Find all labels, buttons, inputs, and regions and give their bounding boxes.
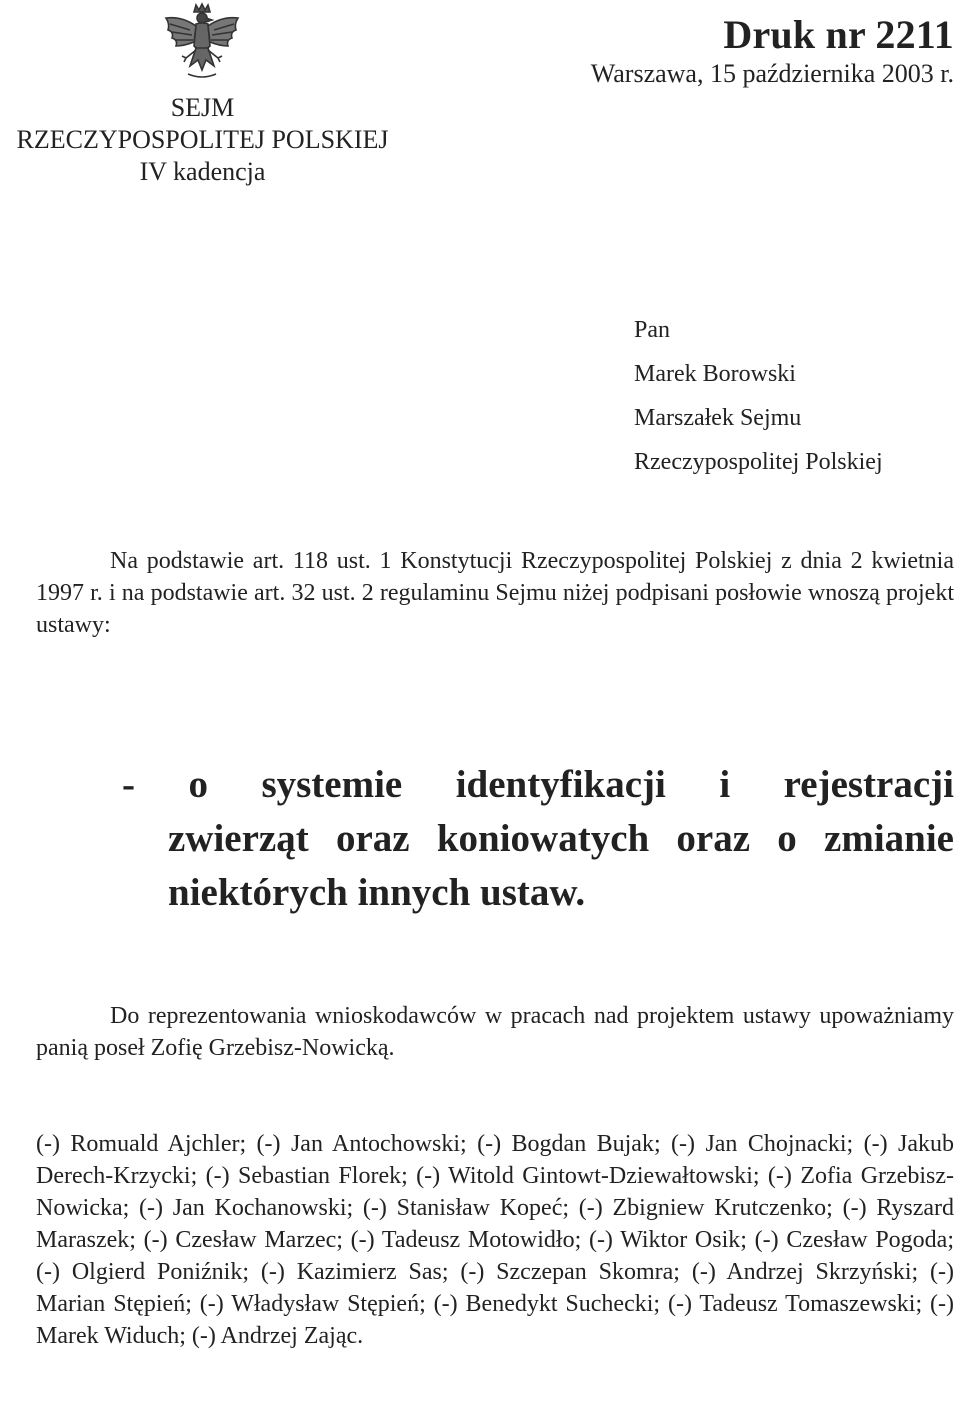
institution-line-3: IV kadencja xyxy=(139,157,266,186)
intro-paragraph: Na podstawie art. 118 ust. 1 Konstytucji Rzeczypospolitej Polskiej z dnia 2 kwietnia 1997 r. i na podstawie art. 32 ust. 2 regulaminu Sejmu niżej podpisani posłowie wnoszą projekt ustawy: xyxy=(36,548,954,638)
addressee-line-4: Rzeczypospolitej Polskiej xyxy=(634,449,883,475)
institution-line-2: RZECZYPOSPOLITEJ POLSKIEJ xyxy=(16,125,389,154)
bill-title-line-2: zwierząt oraz koniowatych oraz o zmianie niektórych innych ustaw. xyxy=(168,817,954,914)
bill-title xyxy=(122,758,954,920)
signatories-paragraph: (-) Romuald Ajchler; (-) Jan Antochowski; (-) Bogdan Bujak; (-) Jan Chojnacki; (-) Jakub Derech-Krzycki; (-) Sebastian Florek; (-) Witold Gintowt-Dziewałtowski; (-) Zofia Grzebisz-Nowicka; (-) Jan Kochanowski; (-) Stanisław Kopeć; (-) Zbigniew Krutczenko; (-) Ryszard Maraszek; (-) Czesław Marzec; (-) Tadeusz Motowidło; (-) Wiktor Osik; (-) Czesław Pogoda; (-) Olgierd Poniźnik; (-) Kazimierz Sas; (-) Szczepan Skomra; (-) Andrzej Skrzyński; (-) Marian Stępień; (-) Władysław Stępień; (-) Benedykt Suchecki; (-) Tadeusz Tomaszewski; (-) Marek Widuch; (-) Andrzej Zając. xyxy=(36,1131,954,1349)
place-date: Warszawa, 15 października 2003 r. xyxy=(590,59,954,88)
print-number: Druk nr 2211 xyxy=(723,12,954,57)
bill-title-line-1: - o systemie identyfikacji i rejestracji xyxy=(122,763,954,806)
institution-line-1: SEJM xyxy=(170,93,235,122)
addressee-line-1: Pan xyxy=(634,317,670,343)
polish-eagle-emblem-icon xyxy=(160,2,244,84)
addressee-line-3: Marszałek Sejmu xyxy=(634,405,802,431)
addressee-block xyxy=(634,308,883,484)
representative-paragraph: Do reprezentowania wnioskodawców w pracach nad projektem ustawy upoważniamy panią poseł Zofię Grzebisz-Nowicką. xyxy=(36,1003,954,1061)
institution-block xyxy=(0,92,405,188)
addressee-line-2: Marek Borowski xyxy=(634,361,796,387)
